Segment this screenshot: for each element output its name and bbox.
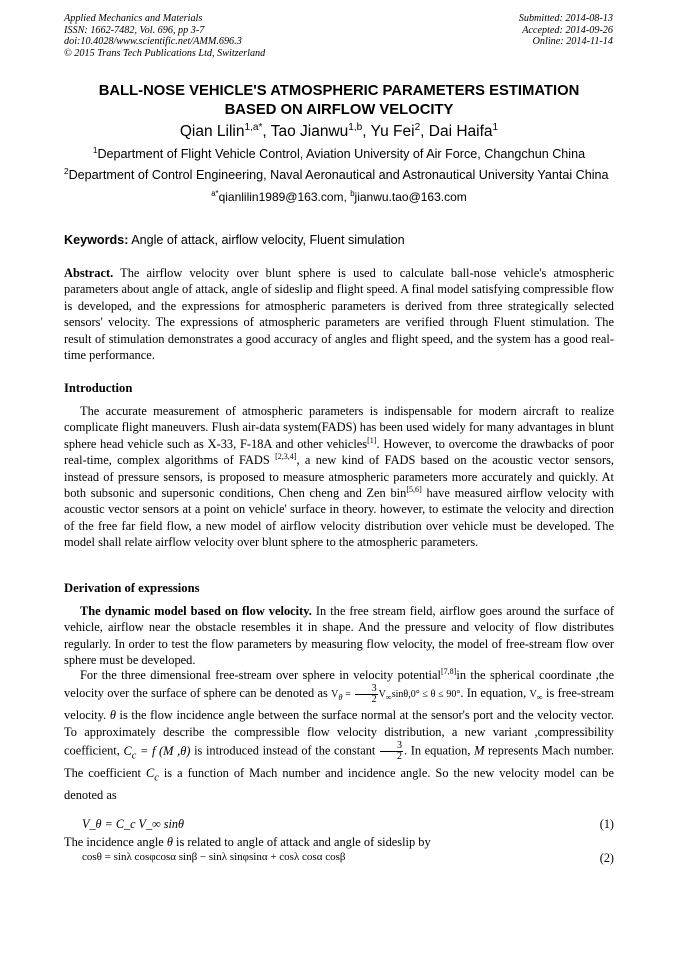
intro-text: . However, to overcome the drawbacks of poor real-time, complex algorithms of FADS	[64, 436, 614, 468]
compressibility-expression	[123, 743, 191, 762]
symbol-theta: θ	[109, 707, 116, 722]
free-stream-velocity-symbol	[529, 689, 543, 703]
affiliation-text: Department of Control Engineering, Naval Aeronautical and Astronautical University Yantai China	[68, 168, 609, 182]
fraction-numerator: 3	[380, 741, 403, 752]
symbol-c-sub: c	[131, 750, 137, 762]
keywords-text: Angle of attack, airflow velocity, Fluent simulation	[131, 233, 405, 247]
author-name: Qian Lilin	[179, 123, 245, 140]
derivation-text: is the flow incidence angle between the surface normal at the sensor's port and the velocity vector. To approximately describe the compressible flow velocity distribution, a new variant ,compressibility coefficient,	[64, 707, 614, 758]
equation-expression: cosθ = sinλ cosφcosα sinβ − sinλ sinφsinα + cosλ cosα cosβ	[82, 851, 346, 863]
fraction	[380, 741, 403, 762]
symbol-v: V	[529, 689, 537, 701]
symbol-cc	[145, 765, 159, 784]
doi: doi:10.4028/www.scientific.net/AMM.696.3	[64, 36, 242, 48]
equation-expression: V_θ = C_c V_∞ sinθ	[82, 817, 185, 831]
author-name: Yu Fei	[370, 123, 415, 140]
section-heading-derivation: Derivation of expressions	[64, 581, 200, 595]
derivation-paragraph-3	[64, 834, 614, 850]
abstract-text: The airflow velocity over blunt sphere is used to calculate ball-nose vehicle's atmospheric parameters about angle of attack, angle of sideslip and flight speed. A final model satisfying compressible flow is developed, and the expressions for atmospheric parameters is derived from three strategically selected sensors' velocity. The expressions of atmospheric parameters are verified through Fluent stimulation. The result of stimulation demonstrates a good accuracy of angles and flight speed, and the system has a good real-time performance.	[64, 266, 614, 363]
paper-title	[40, 82, 638, 120]
affiliation-2	[64, 168, 609, 182]
submitted-date: Submitted: 2014-08-13	[518, 13, 613, 24]
equation-tail: sinθ,0° ≤ θ ≤ 90°	[391, 689, 461, 701]
journal-header	[64, 13, 265, 59]
fraction-numerator: 3	[355, 684, 378, 695]
symbol-v: V	[378, 689, 386, 701]
derivation-text: is free-stream velocity.	[64, 686, 614, 722]
issn: ISSN: 1662-7482, Vol. 696, pp 3-7	[64, 24, 205, 36]
fraction-denominator: 2	[396, 751, 402, 763]
derivation-text: . In equation,	[403, 743, 475, 758]
author-sup: 2	[414, 121, 421, 133]
intro-text: The accurate measurement of atmospheric parameters is indispensable for modern aircraft to realize complicate flight maneuvers. Flush air-data system(FADS) has been used widely for many advantages in blunt sphere head vehicle such as X-33, F-18A and other vehicles	[64, 404, 614, 451]
author-name: Tao Jianwu	[270, 123, 349, 140]
email-link[interactable]: jianwu.tao@163.com	[354, 190, 467, 204]
derivation-text: In the free stream field, airflow goes around the surface of vehicle, airflow near the obstacle resembles it in shape. And the pressure and velocity of flow distributes regularly. In order to test the flow parameters by measuring flow velocity, the model of free-stream flow over sphere must be developed.	[64, 604, 614, 668]
derivation-paragraph-1	[64, 603, 614, 669]
derivation-text: is introduced instead of the constant	[190, 743, 379, 758]
author-list: Qian Lilin$^{1,a*}$, Tao Jianwu$^{1,b}$, Yu Fei$^2$, Dai Haifa$^1$	[179, 121, 499, 140]
abstract-label: Abstract.	[64, 266, 114, 280]
author-sup: 1,b	[348, 121, 363, 133]
symbol-infinity: ∞	[385, 693, 392, 703]
email-link[interactable]: qianlilin1989@163.com	[218, 190, 344, 204]
title-line-1: BALL-NOSE VEHICLE'S ATMOSPHERIC PARAMETERS ESTIMATION	[98, 83, 580, 99]
inline-velocity-equation: $V_\theta$ = $\frac{3}{2}$ $V_\infty\sin\theta,0^\circ \le \theta \le 90^\circ$	[331, 683, 461, 706]
affiliation-sup: 2	[64, 166, 69, 176]
equation-number: (2)	[599, 851, 614, 865]
author-emails: $^{a*}$qianlilin1989@163.com, $^b$jianwu.tao@163.com	[211, 189, 467, 204]
dates-header	[519, 13, 613, 48]
journal-name: Applied Mechanics and Materials	[64, 13, 203, 24]
abstract	[64, 265, 614, 363]
derivation-text: is related to angle of attack and angle of sideslip by	[172, 835, 431, 849]
fraction-denominator: 2	[371, 694, 377, 706]
copyright: © 2015 Trans Tech Publications Ltd, Switzerland	[64, 47, 266, 59]
author-name: Dai Haifa	[428, 123, 493, 140]
intro-text: , a new kind of FADS based on the acoustic vector sensors, instead of pressure sensors, is proposed to measure atmospheric parameters more accurately and quickly. At both subsonic and supersonic conditions, Chen cheng and Zen bin	[64, 453, 615, 501]
derivation-text: For the three dimensional free-stream over sphere in velocity potential	[80, 668, 441, 682]
email-sup: b	[350, 189, 355, 198]
subsection-heading: The dynamic model based on flow velocity.	[80, 604, 312, 618]
online-date: Online: 2014-11-14	[532, 36, 613, 48]
derivation-text: represents Mach number. The coefficient	[64, 743, 614, 780]
affiliation-text: Department of Flight Vehicle Control, Aviation University of Air Force, Changchun China	[97, 147, 586, 161]
author-sup: 1,a*	[244, 121, 263, 133]
title-line-2: BASED ON AIRFLOW VELOCITY	[224, 102, 454, 118]
derivation-text: is a function of Mach number and incidence angle. So the new velocity model can be denoted as	[64, 765, 614, 802]
equation-number: (1)	[599, 817, 614, 831]
symbol-c-sub: c	[154, 772, 159, 784]
section-heading-introduction: Introduction	[64, 381, 133, 395]
symbol-c: C	[123, 743, 132, 758]
derivation-text: . In equation,	[460, 686, 530, 701]
derivation-text: The incidence angle	[64, 835, 167, 849]
intro-text: have measured airflow velocity with acoustic vector sensors at a point on vehicle' surface in theory. however, to estimate the velocity and direction of the free far field flow, a new model of airflow velocity distribution over vehicle must be developed. The model shall relate airflow velocity over blunt sphere to the atmospheric parameters.	[64, 486, 614, 550]
citation[interactable]: [2,3,4]	[275, 452, 297, 462]
compressibility-rhs: = f (M ,θ)	[136, 743, 191, 758]
symbol-theta: θ	[166, 835, 173, 849]
symbol-c: C	[145, 765, 155, 780]
symbol-infinity: ∞	[536, 693, 543, 703]
symbol-theta: θ	[338, 693, 343, 703]
affiliation-sup: 1	[92, 145, 98, 155]
accepted-date: Accepted: 2014-09-26	[522, 24, 613, 36]
introduction-paragraph	[64, 403, 614, 551]
derivation-paragraph-2	[64, 667, 614, 804]
keywords	[64, 233, 405, 247]
email-sup: a*	[211, 189, 219, 198]
keywords-label: Keywords:	[64, 233, 129, 247]
fraction	[355, 684, 378, 705]
citation[interactable]: [5,6]	[406, 484, 422, 494]
citation[interactable]: [7,8]	[440, 666, 457, 676]
symbol-mach: M	[474, 743, 485, 758]
derivation-text: in the spherical coordinate ,the velocity over the surface of sphere can be denoted as	[64, 668, 614, 701]
citation[interactable]: [1]	[367, 435, 377, 445]
author-sup: 1	[492, 121, 499, 133]
affiliation-1	[0, 147, 678, 161]
